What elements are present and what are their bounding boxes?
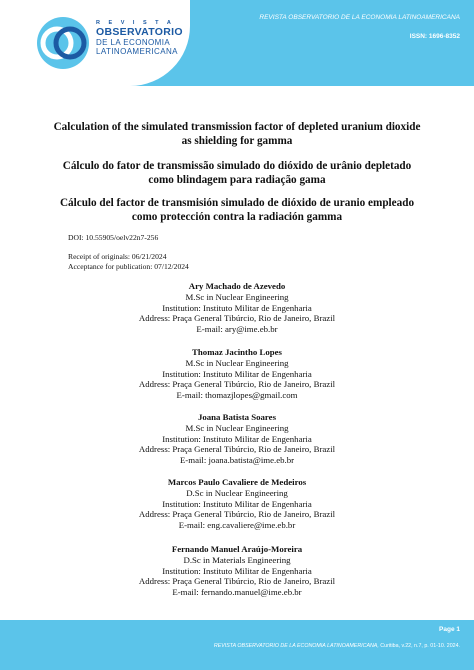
title-portuguese: Cálculo do fator de transmissão simulado do dióxido de urânio depletado como blindagem para radiação gama [62,160,412,186]
author-block [50,347,424,401]
logo-line-observatorio: OBSERVATORIO [96,26,183,38]
author-name: Thomaz Jacintho Lopes [192,347,282,357]
logo-line-latinoamericana: LATINOAMERICANA [96,47,178,56]
footer-citation [214,643,460,649]
author-email[interactable]: E-mail: eng.cavaliere@ime.eb.br [178,520,296,531]
author-email[interactable]: E-mail: ary@ime.eb.br [196,324,278,335]
author-block [50,281,424,335]
logo-line-revista: R E V I S T A [96,20,175,26]
doi[interactable]: DOI: 10.55905/oelv22n7-256 [68,233,159,242]
author-degree: D.Sc in Nuclear Engineering [186,487,288,498]
author-institution: Institution: Instituto Militar de Engenharia [162,302,312,313]
author-address: Address: Praça General Tibúrcio, Rio de Janeiro, Brazil [138,379,336,390]
author-address: Address: Praça General Tibúrcio, Rio de Janeiro, Brazil [138,444,336,455]
page-number: Page 1 [439,626,460,633]
logo-line-economia: DE LA ECONOMIA [96,38,171,47]
author-block [50,412,424,466]
footer-citation-details: Curitiba, v.22, n.7, p. 01-10. 2024. [378,643,460,649]
issn: ISSN: 1696-8352 [409,33,460,40]
author-name: Marcos Paulo Cavaliere de Medeiros [167,477,307,487]
journal-logo-icon [34,14,98,72]
author-block [50,544,424,598]
acceptance-date: Acceptance for publication: 07/12/2024 [68,262,189,271]
author-name: Joana Batista Soares [197,412,277,422]
author-degree: M.Sc in Nuclear Engineering [185,291,289,302]
title-spanish: Cálculo del factor de transmisión simulado de dióxido de uranio empleado como protección contra la radiación gamma [59,197,415,223]
author-block [50,477,424,531]
footer-journal-name: REVISTA OBSERVATORIO DE LA ECONOMIA LATINOAMERICANA, [213,643,379,649]
logo-wordmark [96,20,183,56]
author-address: Address: Praça General Tibúrcio, Rio de Janeiro, Brazil [138,576,336,587]
author-address: Address: Praça General Tibúrcio, Rio de Janeiro, Brazil [138,313,336,324]
author-email[interactable]: E-mail: thomazjlopes@gmail.com [176,390,298,401]
title-english: Calculation of the simulated transmission factor of depleted uranium dioxide as shielding for gamma [53,121,421,147]
author-email[interactable]: E-mail: fernando.manuel@ime.eb.br [172,587,302,598]
author-degree: D.Sc in Materials Engineering [183,554,291,565]
author-degree: M.Sc in Nuclear Engineering [185,422,289,433]
author-institution: Institution: Instituto Militar de Engenharia [162,498,312,509]
author-institution: Institution: Instituto Militar de Engenharia [162,368,312,379]
author-email[interactable]: E-mail: joana.batista@ime.eb.br [179,455,295,466]
journal-title: REVISTA OBSERVATORIO DE LA ECONOMIA LATINOAMERICANA [259,14,460,21]
author-institution: Institution: Instituto Militar de Engenharia [162,565,312,576]
receipt-date: Receipt of originals: 06/21/2024 [68,252,167,261]
author-institution: Institution: Instituto Militar de Engenharia [162,433,312,444]
author-name: Ary Machado de Azevedo [188,281,286,291]
author-name: Fernando Manuel Araújo-Moreira [171,544,303,554]
author-address: Address: Praça General Tibúrcio, Rio de Janeiro, Brazil [138,509,336,520]
author-degree: M.Sc in Nuclear Engineering [185,357,289,368]
